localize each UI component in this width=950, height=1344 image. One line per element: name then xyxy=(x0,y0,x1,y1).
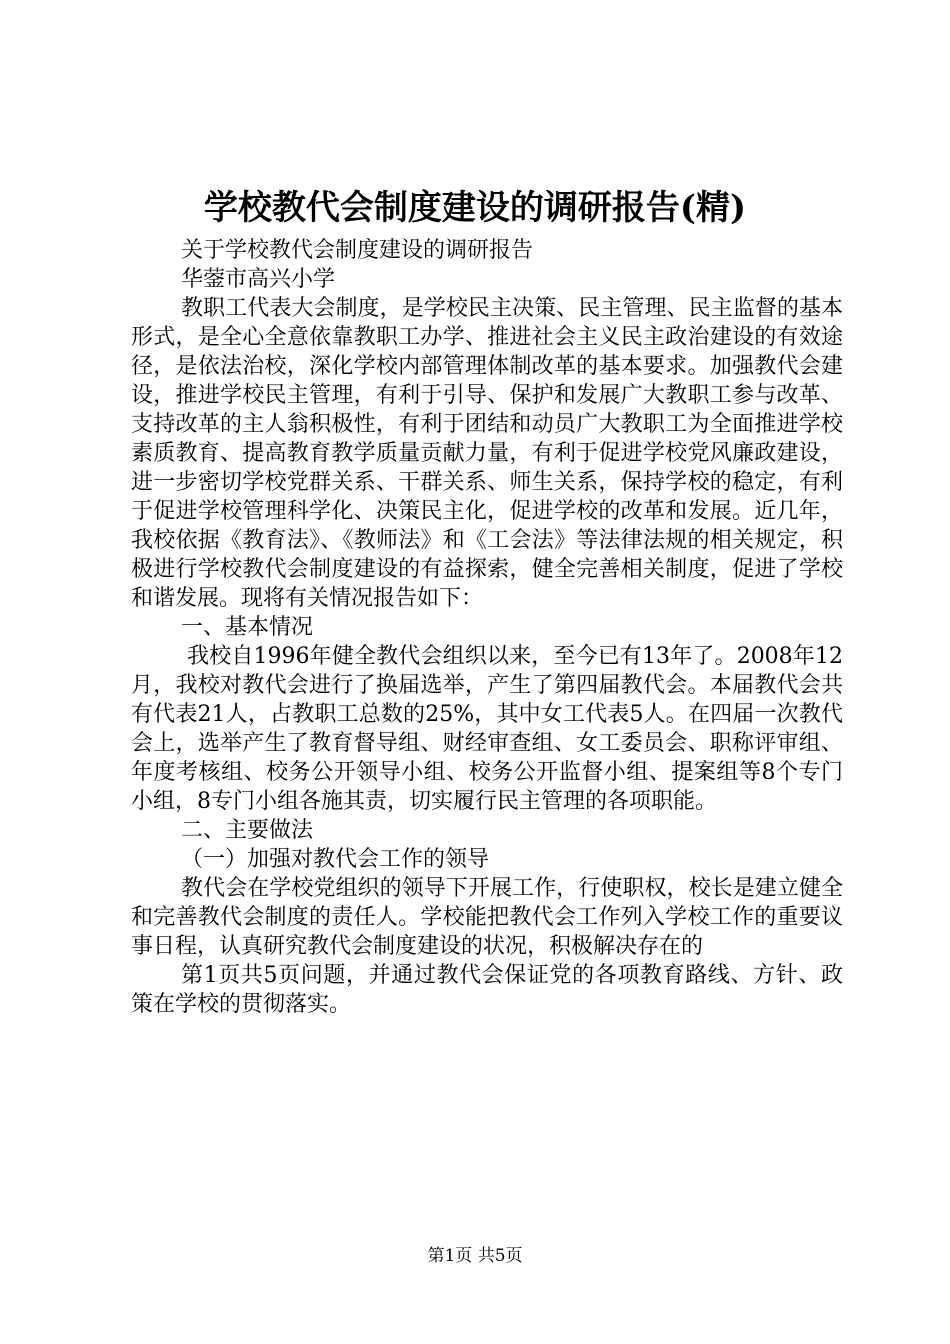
document-body xyxy=(131,236,843,1019)
continuation-paragraph: 第1页共5页问题，并通过教代会保证党的各项教育路线、方针、政策在学校的贯彻落实。 xyxy=(131,963,843,1017)
leadership-paragraph: 教代会在学校党组织的领导下开展工作，行使职权，校长是建立健全和完善教代会制度的责任人。学校能把教代会工作列入学校工作的重要议事日程，认真研究教代会制度建设的状况，积极解决存在的 xyxy=(131,876,843,959)
section-heading-basic-situation: 一、基本情况 xyxy=(181,615,314,640)
intro-paragraph: 教职工代表大会制度，是学校民主决策、民主管理、民主监督的基本形式，是全心全意依靠教职工办学、推进社会主义民主政治建设的有效途径，是依法治校，深化学校内部管理体制改革的基本要求。加强教代会建设，推进学校民主管理，有利于引导、保护和发展广大教职工参与改革、支持改革的主人翁积极性，有利于团结和动员广大教职工为全面推进学校素质教育、提高教育教学质量贡献力量，有利于促进学校党风廉政建设，进一步密切学校党群关系、干群关系、师生关系，保持学校的稳定，有利于促进学校管理科学化、决策民主化，促进学校的改革和发展。近几年，我校依据《教育法》、《教师法》和《工会法》等法律法规的相关规定，积极进行学校教代会制度建设的有益探索，健全完善相关制度，促进了学校和谐发展。现将有关情况报告如下： xyxy=(131,296,843,611)
subsection-heading-leadership: （一）加强对教代会工作的领导 xyxy=(181,847,490,872)
subtitle: 关于学校教代会制度建设的调研报告 xyxy=(181,238,534,263)
basic-situation-paragraph: 我校自1996年健全教代会组织以来，至今已有13年了。2008年12月，我校对教代会进行了换届选举，产生了第四届教代会。本届教代会共有代表21人，占教职工总数的25%，其中女工代表5人。在四届一次教代会上，选举产生了教育督导组、财经审查组、女工委员会、职称评审组、年度考核组、校务公开领导小组、校务公开监督小组、提案组等8个专门小组，8专门小组各施其责，切实履行民主管理的各项职能。 xyxy=(131,644,843,814)
document-title: 学校教代会制度建设的调研报告(精) xyxy=(203,188,747,228)
school-name: 华蓥市高兴小学 xyxy=(181,267,336,292)
page-footer: 第1页 共5页 xyxy=(427,1246,523,1266)
section-heading-main-practices: 二、主要做法 xyxy=(181,818,314,843)
